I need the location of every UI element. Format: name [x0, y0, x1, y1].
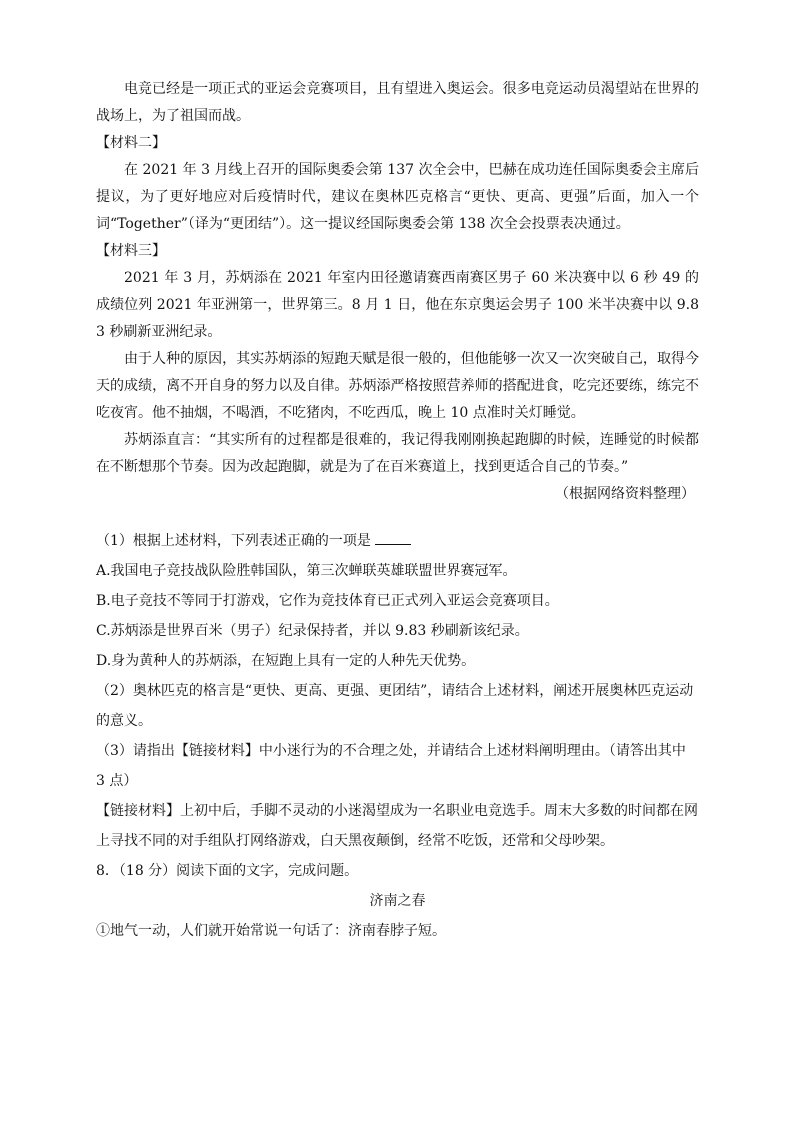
question-1: [96, 526, 699, 556]
material-three-heading: 【材料三】: [96, 243, 166, 259]
section-8-intro: 8．（18 分）阅读下面的文字，完成问题。: [96, 863, 359, 879]
option-d: D.身为黄种人的苏炳添，在短跑上具有一定的人种先天优势。: [96, 653, 476, 669]
article-paragraph-1: ①地气一动，人们就开始常说一句话了：济南春脖子短。: [96, 923, 446, 939]
option-c: C.苏炳添是世界百米（男子）纪录保持者，并以 9.83 秒刷新该纪录。: [96, 623, 529, 639]
question-3: （3）请指出【链接材料】中小迷行为的不合理之处，并请结合上述材料阐明理由。（请答出其中 3 点）: [96, 743, 686, 789]
document-page: [96, 76, 699, 946]
link-material: 【链接材料】上初中后，手脚不灵动的小迷渴望成为一名职业电竞选手。周末大多数的时间都在网上寻找不同的对手组队打网络游戏，白天黑夜颠倒，经常不吃饭，还常和父母吵架。: [96, 803, 698, 849]
article-title: 济南之春: [369, 893, 426, 909]
question-1-stem: （1）根据上述材料，下列表述正确的一项是: [96, 533, 371, 549]
question-2: （2）奥林匹克的格言是“更快、更高、更强、更团结”，请结合上述材料，阐述开展奥林匹克运动的意义。: [96, 683, 694, 729]
spacer: [96, 508, 699, 526]
answer-blank[interactable]: [375, 530, 411, 545]
option-a: A.我国电子竞技战队险胜韩国队，第三次蝉联英雄联盟世界赛冠军。: [96, 563, 517, 579]
material-two-text: 在 2021 年 3 月线上召开的国际奥委会第 137 次全会中，巴赫在成功连任国际奥委会主席后提议，为了更好地应对后疫情时代，建议在奥林匹克格言“更快、更高、更强”后面，加入一个词“Together”（译为“更团结”）。这一提议经国际奥委会第 138 次全会投票表决通过。: [96, 162, 699, 232]
material-three-paragraph: 苏炳添直言：“其实所有的过程都是很难的，我记得我刚刚换起跑脚的时候，连睡觉的时候都在不断想那个节奏。因为改起跑脚，就是为了在百米赛道上，找到更适合自己的节奏。”: [96, 432, 699, 475]
material-three-paragraph: 由于人种的原因，其实苏炳添的短跑天赋是很一般的，但他能够一次又一次突破自己，取得今天的成绩，离不开自身的努力以及自律。苏炳添严格按照营养师的搭配进食，吃完还要练，练完不吃夜宵。他不抽烟，不喝酒，不吃猪肉，不吃西瓜，晚上 10 点准时关灯睡觉。: [96, 351, 699, 421]
material-one-tail: 电竞已经是一项正式的亚运会竞赛项目，且有望进入奥运会。很多电竞运动员渴望站在世界的战场上，为了祖国而战。: [96, 81, 699, 124]
option-b: B.电子竞技不等同于打游戏，它作为竞技体育已正式列入亚运会竞赛项目。: [96, 593, 559, 609]
source-note: （根据网络资料整理）: [555, 486, 695, 502]
material-three-paragraph: 2021 年 3 月，苏炳添在 2021 年室内田径邀请赛西南赛区男子 60 米决赛中以 6 秒 49 的成绩位列 2021 年亚洲第一，世界第三。8 月 1 日，他在东京奥运会男子 100 米半决赛中以 9.83 秒刷新亚洲纪录。: [96, 270, 699, 340]
material-two-heading: 【材料二】: [96, 135, 166, 151]
